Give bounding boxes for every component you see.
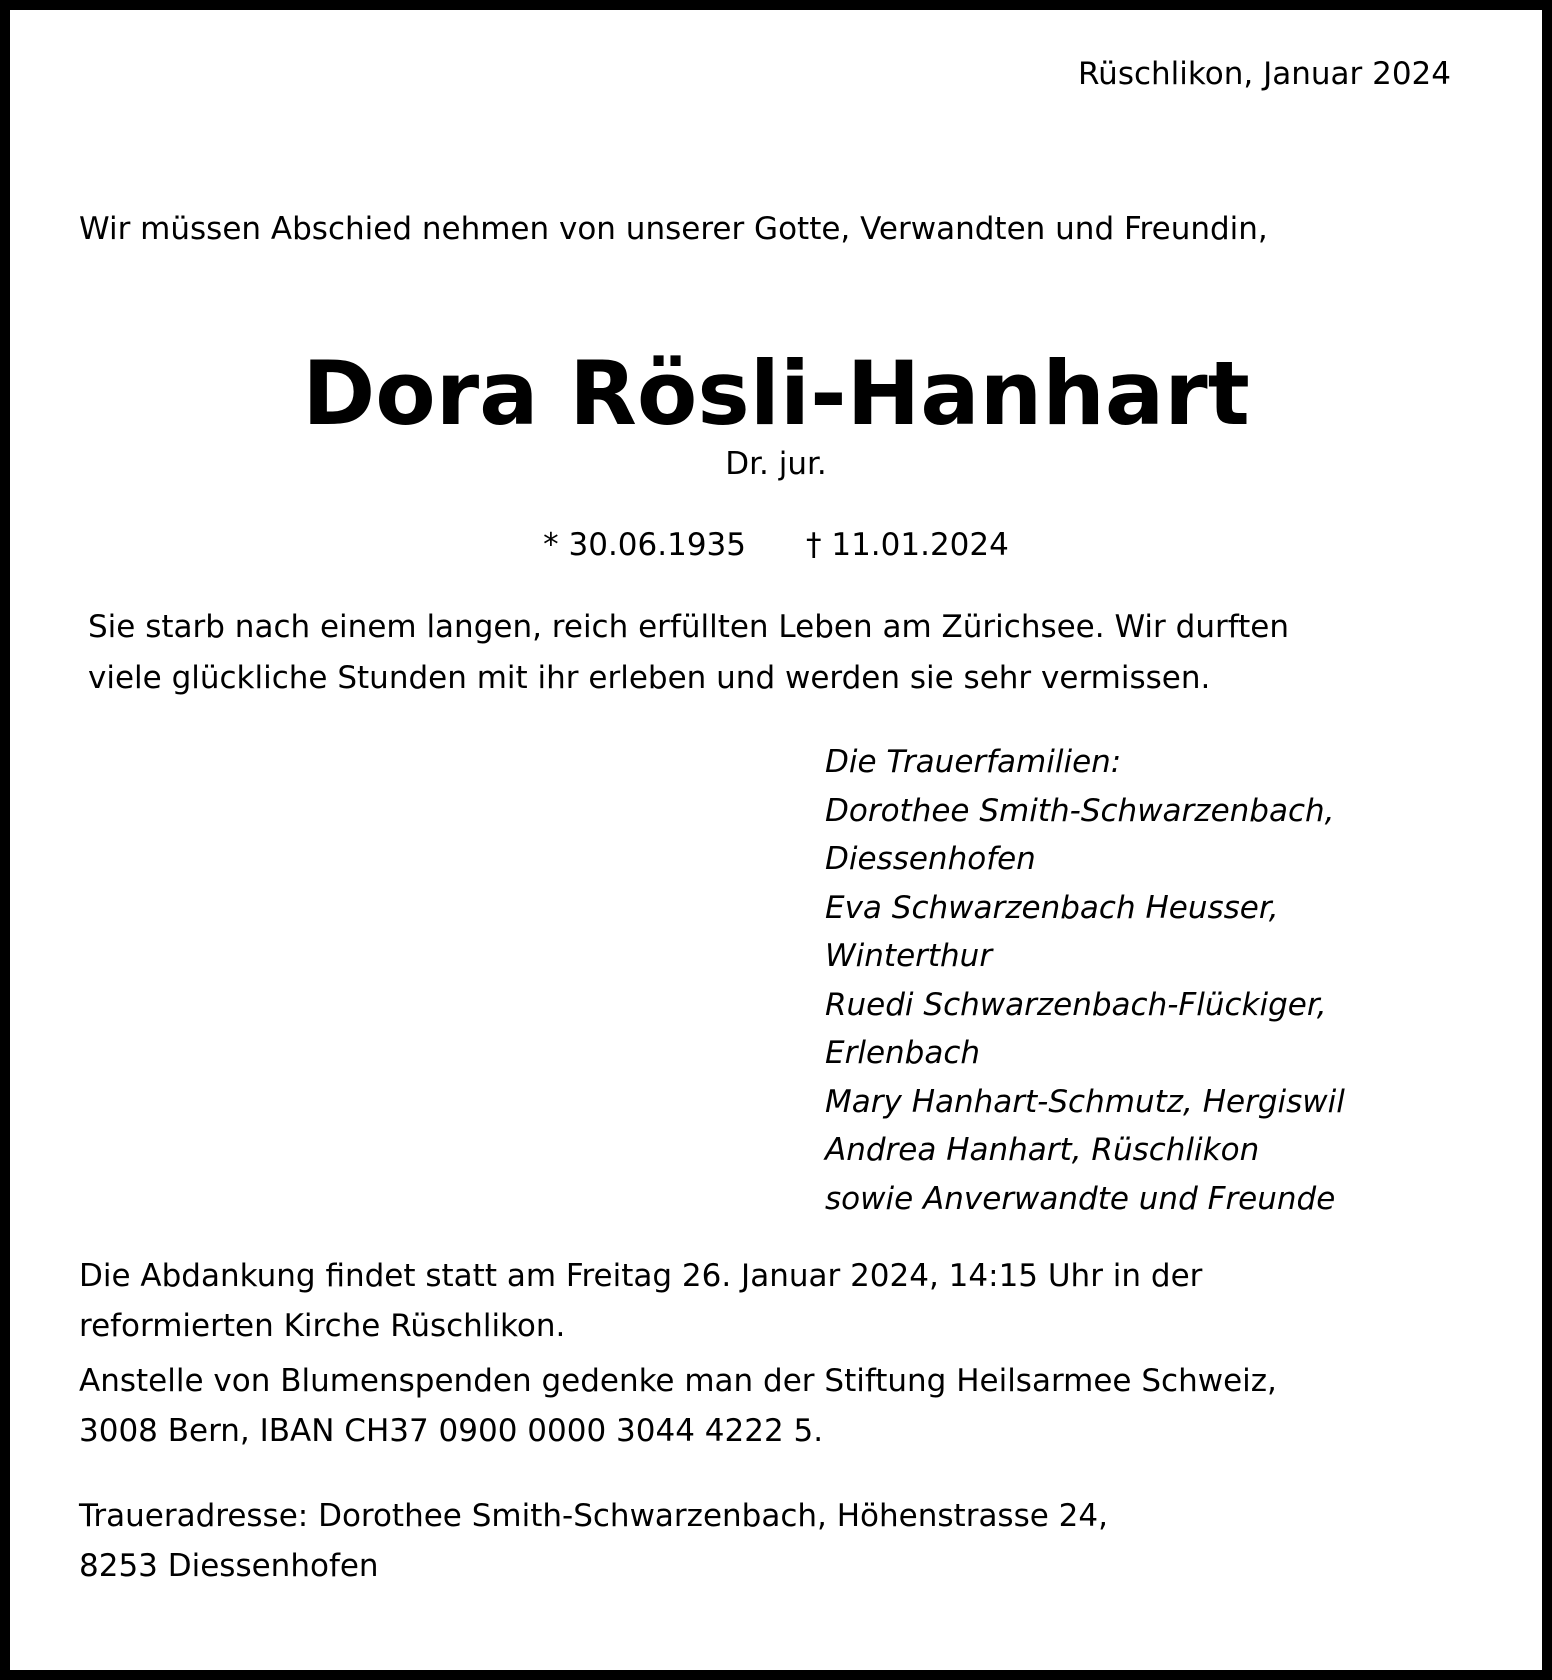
donation-line: 3008 Bern, IBAN CH37 0900 0000 3044 4222 5. [79,1413,824,1449]
family-line: Eva Schwarzenbach Heusser, [825,889,1279,926]
ceremony-info [79,1251,1202,1351]
family-line: Diessenhofen [825,841,1036,877]
family-line: Ruedi Schwarzenbach-Flückiger, [825,986,1327,1023]
ceremony-line: reformierten Kirche Rüschlikon. [79,1308,566,1344]
tribute-line: viele glückliche Stunden mit ihr erleben und werden sie sehr vermissen. [88,660,1211,696]
life-dates [0,527,1552,563]
ceremony-line: Die Abdankung findet statt am Freitag 26. Januar 2024, 14:15 Uhr in der [79,1258,1203,1294]
death-date: † 11.01.2024 [806,527,1009,563]
family-line: Mary Hanhart-Schmutz, Hergiswil [825,1083,1345,1120]
address-line: 8253 Diessenhofen [79,1548,379,1584]
tribute-text [88,602,1289,704]
deceased-name: Dora Rösli-Hanhart [302,342,1250,445]
birth-date: * 30.06.1935 [543,527,746,563]
intro-text: Wir müssen Abschied nehmen von unserer Gotte, Verwandten und Freundin, [79,211,1268,247]
donation-info [79,1356,1277,1456]
place-date: Rüschlikon, Januar 2024 [1078,56,1451,92]
family-line: Winterthur [825,938,993,974]
address-line: Traueradresse: Dorothee Smith-Schwarzenbach, Höhenstrasse 24, [79,1498,1108,1534]
family-line: Erlenbach [825,1035,981,1071]
donation-line: Anstelle von Blumenspenden gedenke man der Stiftung Heilsarmee Schweiz, [79,1363,1277,1399]
family-heading: Die Trauerfamilien: [825,744,1122,780]
family-line: sowie Anverwandte und Freunde [825,1180,1336,1217]
academic-title: Dr. jur. [725,446,827,482]
tribute-line: Sie starb nach einem langen, reich erfüllten Leben am Zürichsee. Wir durften [88,609,1289,645]
mourning-address [79,1491,1108,1591]
family-line: Andrea Hanhart, Rüschlikon [825,1132,1260,1168]
mourning-families [825,738,1345,1223]
family-line: Dorothee Smith-Schwarzenbach, [825,792,1335,829]
